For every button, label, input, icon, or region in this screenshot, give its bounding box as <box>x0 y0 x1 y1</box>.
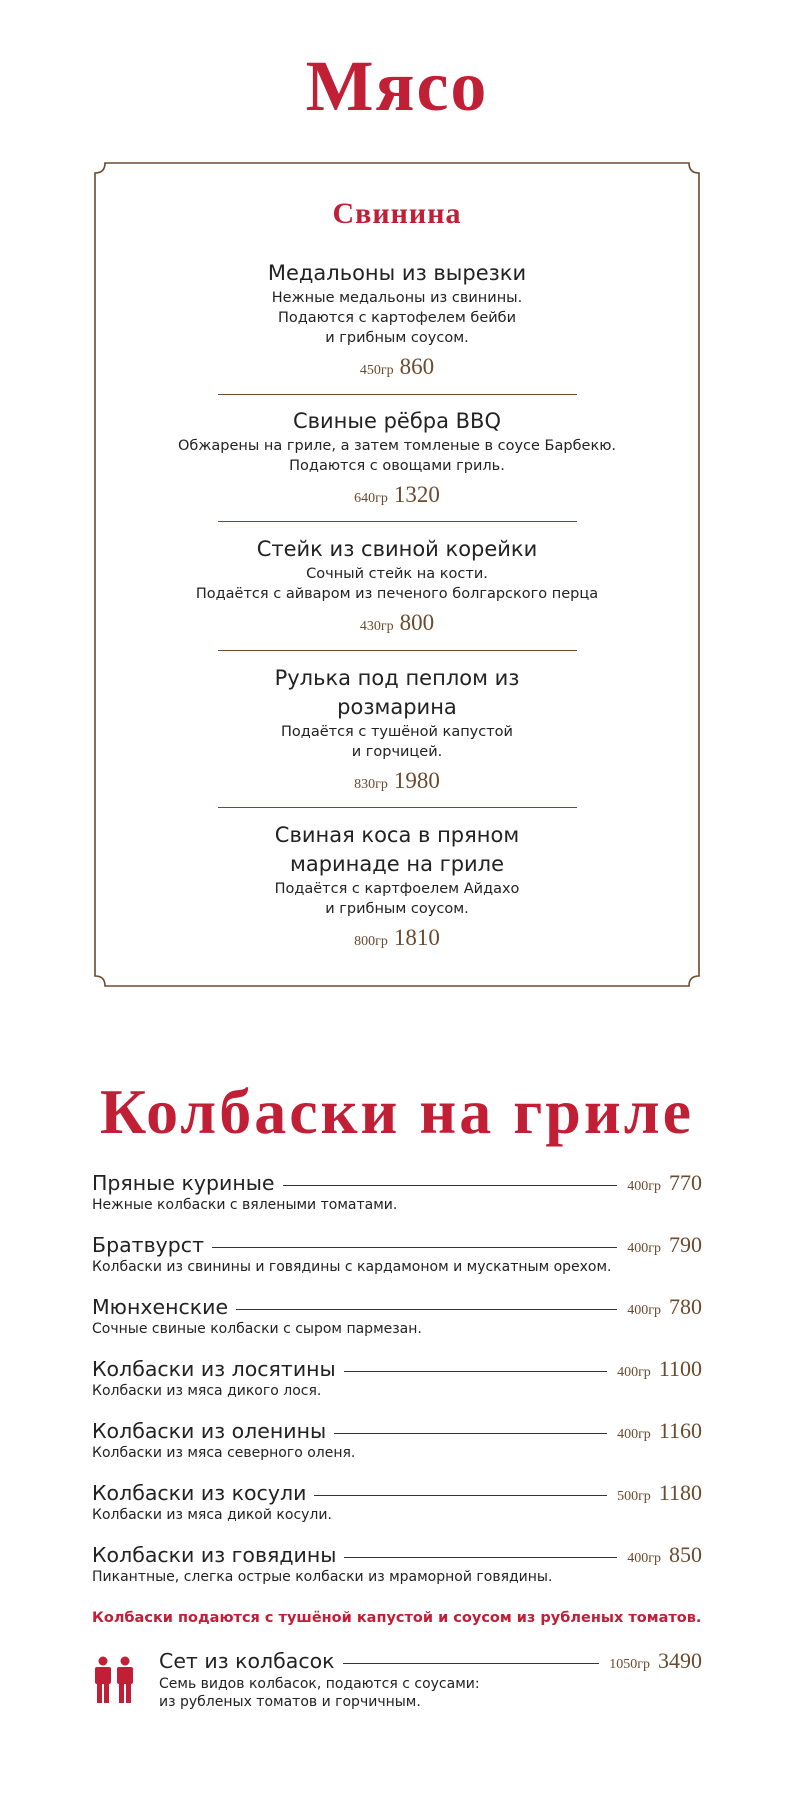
sausage-item <box>92 1170 702 1213</box>
dish-name: Стейк из свиной корейки <box>256 537 538 561</box>
sausage-item <box>92 1232 702 1275</box>
dish-item <box>91 259 703 380</box>
set-price: 3490 <box>658 1648 702 1673</box>
sausage-name: Братвурст <box>92 1233 205 1257</box>
set-weight: 1050гр <box>609 1657 650 1672</box>
dish-item <box>91 407 703 508</box>
dish-description-line: Подаётся с тушёной капустой <box>281 724 513 740</box>
dish-price: 1320 <box>393 482 440 507</box>
dish-description-line: Подаются с овощами гриль. <box>289 458 505 474</box>
pork-subtitle: Свинина <box>332 197 462 230</box>
dish-weight: 800гр <box>354 934 388 949</box>
sausage-name: Мюнхенские <box>92 1295 229 1319</box>
dish-description-line: Нежные медальоны из свинины. <box>271 290 523 306</box>
sausage-weight: 400гр <box>627 1303 661 1318</box>
dish-item <box>91 535 703 636</box>
dish-divider <box>218 650 577 651</box>
sausage-item <box>92 1294 702 1337</box>
dish-description-line: и грибным соусом. <box>325 901 469 917</box>
dotted-leader <box>344 1371 607 1372</box>
dish-weight: 430гр <box>359 619 394 634</box>
sausage-price: 1180 <box>658 1480 702 1505</box>
sausage-weight: 400гр <box>617 1365 651 1380</box>
dotted-leader <box>212 1247 617 1248</box>
dish-description-line: и горчицей. <box>351 744 443 760</box>
dish-price: 1980 <box>393 768 440 793</box>
sausage-price: 790 <box>669 1232 702 1257</box>
sausage-name: Колбаски из оленины <box>92 1419 327 1443</box>
dish-weight: 640гр <box>354 491 388 506</box>
dish-price: 1810 <box>393 925 440 950</box>
dotted-leader <box>283 1185 618 1186</box>
sausage-description: Сочные свиные колбаски с сыром пармезан. <box>92 1321 422 1337</box>
dish-item <box>91 821 703 951</box>
dish-divider <box>218 521 577 522</box>
dish-description-line: Подаётся с айваром из печеного болгарского перца <box>195 586 599 602</box>
sausage-name: Пряные куриные <box>92 1171 275 1195</box>
dish-weight: 450гр <box>359 363 394 378</box>
sausage-item <box>92 1480 702 1523</box>
sausage-weight: 400гр <box>617 1427 651 1442</box>
dish-divider <box>218 807 577 808</box>
sausage-price: 850 <box>669 1542 702 1567</box>
dish-name: Рулька под пеплом из розмарина <box>274 666 520 719</box>
sausage-name: Колбаски из косули <box>92 1481 307 1505</box>
dish-item <box>91 664 703 794</box>
sausage-item <box>92 1542 702 1585</box>
dotted-leader <box>344 1557 617 1558</box>
sausage-name: Колбаски из говядины <box>92 1543 337 1567</box>
sausage-description: Колбаски из мяса дикого лося. <box>92 1383 322 1399</box>
dish-price: 800 <box>399 610 435 635</box>
sausage-description: Нежные колбаски с вялеными томатами. <box>92 1197 398 1213</box>
sausage-price: 1160 <box>658 1418 702 1443</box>
sausage-weight: 500гр <box>617 1489 651 1504</box>
dotted-leader <box>334 1433 607 1434</box>
sausage-section-title: Колбаски на гриле <box>99 1076 695 1147</box>
dish-price: 860 <box>399 354 435 379</box>
dish-description-line: и грибным соусом. <box>325 330 469 346</box>
dish-name: Свиная коса в пряном маринаде на гриле <box>274 823 520 876</box>
sausage-description: Колбаски из мяса дикой косули. <box>92 1507 332 1523</box>
sausage-weight: 400гр <box>627 1551 661 1566</box>
sausage-weight: 400гр <box>627 1241 661 1256</box>
dish-name: Медальоны из вырезки <box>267 261 527 285</box>
dish-weight: 830гр <box>354 777 388 792</box>
dotted-leader <box>236 1309 617 1310</box>
sausage-weight: 400гр <box>627 1179 661 1194</box>
set-description-line: из рубленых томатов и горчичным. <box>159 1694 421 1710</box>
sausage-name: Колбаски из лосятины <box>92 1357 336 1381</box>
meat-section-title: Мясо <box>305 46 489 126</box>
sausage-item <box>92 1418 702 1461</box>
dish-description-line: Сочный стейк на кости. <box>306 566 488 582</box>
sausage-price: 770 <box>669 1170 702 1195</box>
dish-divider <box>218 394 577 395</box>
dish-description-line: Обжарены на гриле, а затем томленые в соусе Барбекю. <box>177 438 617 454</box>
set-description-line: Семь видов колбасок, подаются с соусами: <box>159 1676 480 1692</box>
sausage-description: Колбаски из свинины и говядины с кардамоном и мускатным орехом. <box>92 1259 612 1275</box>
dotted-leader <box>343 1663 600 1664</box>
set-name: Сет из колбасок <box>159 1649 335 1673</box>
sausage-item <box>92 1356 702 1399</box>
dotted-leader <box>314 1495 607 1496</box>
sausage-price: 780 <box>669 1294 702 1319</box>
dish-description-line: Подаются с картофелем бейби <box>277 310 517 326</box>
sausage-serving-note: Колбаски подаются с тушёной капустой и соусом из рубленых томатов. <box>92 1610 702 1626</box>
pork-menu-frame <box>91 159 703 990</box>
dish-name: Свиные рёбра BBQ <box>292 409 501 433</box>
sausage-price: 1100 <box>658 1356 702 1381</box>
two-people-icon <box>92 1656 136 1704</box>
sausage-description: Колбаски из мяса северного оленя. <box>92 1445 356 1461</box>
sausage-description: Пикантные, слегка острые колбаски из мраморной говядины. <box>92 1569 553 1585</box>
dish-description-line: Подаётся с картфоелем Айдахо <box>274 881 520 897</box>
